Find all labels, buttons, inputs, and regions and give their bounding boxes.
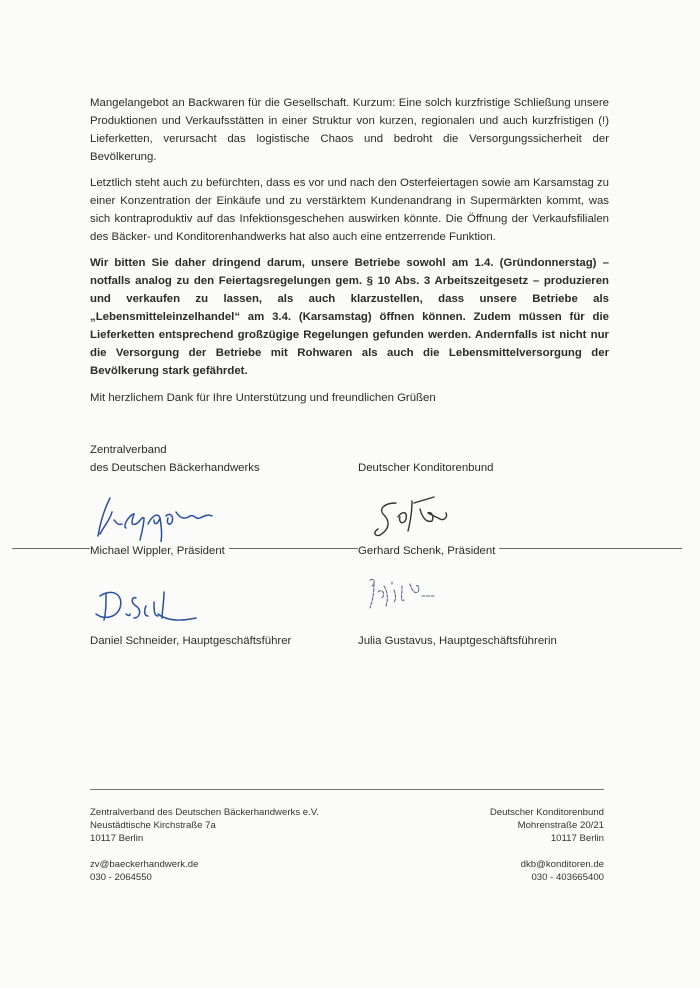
closing-text: Mit herzlichem Dank für Ihre Unterstützung und freundlichen Grüßen	[90, 392, 436, 404]
footer-right-city: 10117 Berlin	[550, 833, 604, 844]
signer-1-name: Michael Wippler, Präsident	[90, 545, 225, 557]
signer-4-name: Julia Gustavus, Hauptgeschäftsführerin	[358, 635, 557, 647]
org-right-name: Deutscher Konditorenbund	[358, 462, 494, 474]
footer-right-phone: 030 - 403665400	[531, 872, 604, 883]
paragraph-1-text: Mangelangebot an Backwaren für die Gesellschaft. Kurzum: Eine solch kurzfristige Schließung unsere Produktionen und Verkaufsstätten in einer Struktur von kurzen, regionalen und auch kurzfristigen (!) Lieferketten, verursacht das logistische Chaos und bedroht die Versorgungssicherheit der Bevölkerung.	[90, 97, 609, 163]
footer-right-email[interactable]: dkb@konditoren.de	[520, 859, 604, 870]
paragraph-3	[90, 254, 609, 380]
signer-3	[90, 632, 291, 650]
signer-2-name: Gerhard Schenk, Präsident	[358, 545, 496, 557]
footer-right	[490, 806, 604, 884]
signer-4	[358, 632, 557, 650]
paragraph-2-text: Letztlich steht auch zu befürchten, dass es vor und nach den Osterfeiertagen sowie am Karsamstag zu einer Konzentration der Einkäufe und zu verstärktem Kundenandrang in Supermärkten kommt, was sich kontraproduktiv auf das Infektionsgeschehen auswirken könnte. Die Öffnung der Verkaufsfilialen des Bäcker- und Konditorenhandwerks hat also auch eine entzerrende Funktion.	[90, 177, 609, 243]
footer-left-street: Neustädtische Kirchstraße 7a	[90, 820, 216, 831]
signature-schneider	[92, 584, 202, 630]
footer-right-street: Mohrenstraße 20/21	[517, 820, 604, 831]
paragraph-3-text: Wir bitten Sie daher dringend darum, unsere Betriebe sowohl am 1.4. (Gründonnerstag) – notfalls analog zu den Feiertagsregelungen gem. § 10 Abs. 3 Arbeitszeitgesetz – produzieren und verkaufen zu lassen, als auch klarzustellen, dass unsere Betriebe als „Lebensmitteleinzelhandel“ am 3.4. (Karsamstag) öffnen können. Zudem müssen für die Lieferketten entsprechend großzügige Regelungen gefunden werden. Andernfalls ist nicht nur die Versorgung der Betriebe mit Rohwaren als auch die Lebensmittelversorgung der Bevölkerung stark gefährdet.	[90, 257, 609, 377]
org-left	[90, 441, 260, 477]
signer-1	[90, 542, 229, 560]
closing-line	[90, 389, 436, 407]
footer-left	[90, 806, 319, 884]
signature-gustavus	[362, 572, 452, 622]
org-left-line2: des Deutschen Bäckerhandwerks	[90, 462, 260, 474]
org-left-line1: Zentralverband	[90, 444, 167, 456]
footer-left-city: 10117 Berlin	[90, 833, 144, 844]
signature-schenk	[368, 493, 458, 543]
signature-wippler	[92, 490, 222, 550]
footer-left-phone: 030 - 2064550	[90, 872, 152, 883]
footer-left-name: Zentralverband des Deutschen Bäckerhandwerks e.V.	[90, 807, 319, 818]
footer-divider	[90, 789, 604, 790]
footer-right-name: Deutscher Konditorenbund	[489, 807, 604, 818]
signer-3-name: Daniel Schneider, Hauptgeschäftsführer	[90, 635, 292, 647]
paragraph-2	[90, 174, 609, 246]
paragraph-1	[90, 94, 609, 166]
footer-left-email[interactable]: zv@baeckerhandwerk.de	[90, 859, 199, 870]
org-right	[358, 459, 494, 477]
signer-2	[358, 542, 499, 560]
